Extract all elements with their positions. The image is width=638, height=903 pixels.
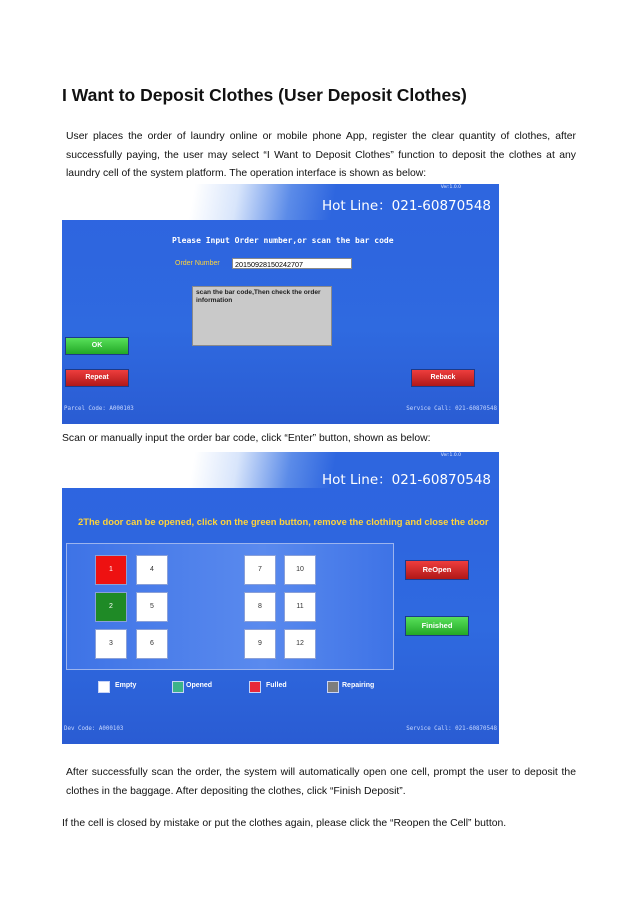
legend-opened-label: Opened [186, 682, 213, 689]
input-prompt: Please Input Order number,or scan the bar code [172, 236, 394, 245]
page-title: I Want to Deposit Clothes (User Deposit Clothes) [62, 85, 467, 105]
intro-paragraph: User places the order of laundry online or mobile phone App, register the clear quantity of clothes, after successfully paying, the user may select “I Want to Deposit Clothes” function to deposit the clothes at any laundry cell of the system platform. The operation interface is shown as below: [66, 131, 576, 179]
cell-12[interactable] [284, 629, 316, 659]
cell-label: 11 [296, 603, 304, 610]
cell-label: 3 [109, 640, 113, 647]
cell-4[interactable] [136, 555, 168, 585]
version-label: Ver:1.0.0 [440, 185, 461, 190]
cell-3[interactable] [95, 629, 127, 659]
service-call: Service Call: 021-60870548 [406, 406, 497, 412]
deposit-cells-screenshot [62, 452, 499, 744]
scan-paragraph: Scan or manually input the order bar code, click “Enter” button, shown as below: [62, 433, 431, 444]
ok-button[interactable]: OK [65, 337, 129, 355]
cell-label: 6 [150, 640, 154, 647]
order-input-screenshot [62, 184, 499, 424]
cell-11[interactable] [284, 592, 316, 622]
instruction-message: 2The door can be opened, click on the green button, remove the clothing and close the door [78, 516, 489, 527]
after-scan-paragraph: After successfully scan the order, the system will automatically open one cell, prompt the user to deposit the clothes in the baggage. After depositing the clothes, click “Finish Deposit”. [66, 767, 576, 797]
cell-5[interactable] [136, 592, 168, 622]
order-number-label: Order Number [175, 260, 220, 267]
cell-9[interactable] [244, 629, 276, 659]
dev-code: Dev Code: A000103 [64, 726, 124, 732]
version-label: Ver:1.0.0 [440, 453, 461, 458]
order-info-box: scan the bar code,Then check the order information [192, 286, 332, 346]
cell-1[interactable] [95, 555, 127, 585]
cell-label: 9 [258, 640, 262, 647]
legend-empty-label: Empty [115, 682, 137, 689]
cell-label: 8 [258, 603, 262, 610]
cell-7[interactable] [244, 555, 276, 585]
service-call: Service Call: 021-60870548 [406, 726, 497, 732]
cell-8[interactable] [244, 592, 276, 622]
legend-opened-swatch [172, 681, 184, 693]
cell-label: 5 [150, 603, 154, 610]
legend-fulled-label: Fulled [266, 682, 287, 689]
reopen-button[interactable]: ReOpen [405, 560, 469, 580]
repeat-button[interactable]: Repeat [65, 369, 129, 387]
cell-6[interactable] [136, 629, 168, 659]
reback-button[interactable]: Reback [411, 369, 475, 387]
cell-label: 2 [109, 603, 113, 610]
parcel-code: Parcel Code: A000103 [64, 406, 134, 412]
cell-label: 4 [150, 566, 154, 573]
hotline-label: Hot Line：021-60870548 [322, 198, 491, 214]
cell-2[interactable] [95, 592, 127, 622]
legend-fulled-swatch [249, 681, 261, 693]
legend-repairing-swatch [327, 681, 339, 693]
cell-label: 12 [296, 640, 304, 647]
legend-empty-swatch [98, 681, 110, 693]
finished-button[interactable]: Finished [405, 616, 469, 636]
hotline-label: Hot Line：021-60870548 [322, 472, 491, 488]
reopen-paragraph: If the cell is closed by mistake or put the clothes again, please click the “Reopen the Cell” button. [62, 818, 507, 829]
order-number-input[interactable]: 20150928150242707 [232, 258, 352, 269]
legend-repairing-label: Repairing [342, 682, 375, 689]
cell-label: 1 [109, 566, 113, 573]
cell-10[interactable] [284, 555, 316, 585]
cell-label: 10 [296, 566, 304, 573]
cell-panel [66, 543, 394, 670]
cell-label: 7 [258, 566, 262, 573]
